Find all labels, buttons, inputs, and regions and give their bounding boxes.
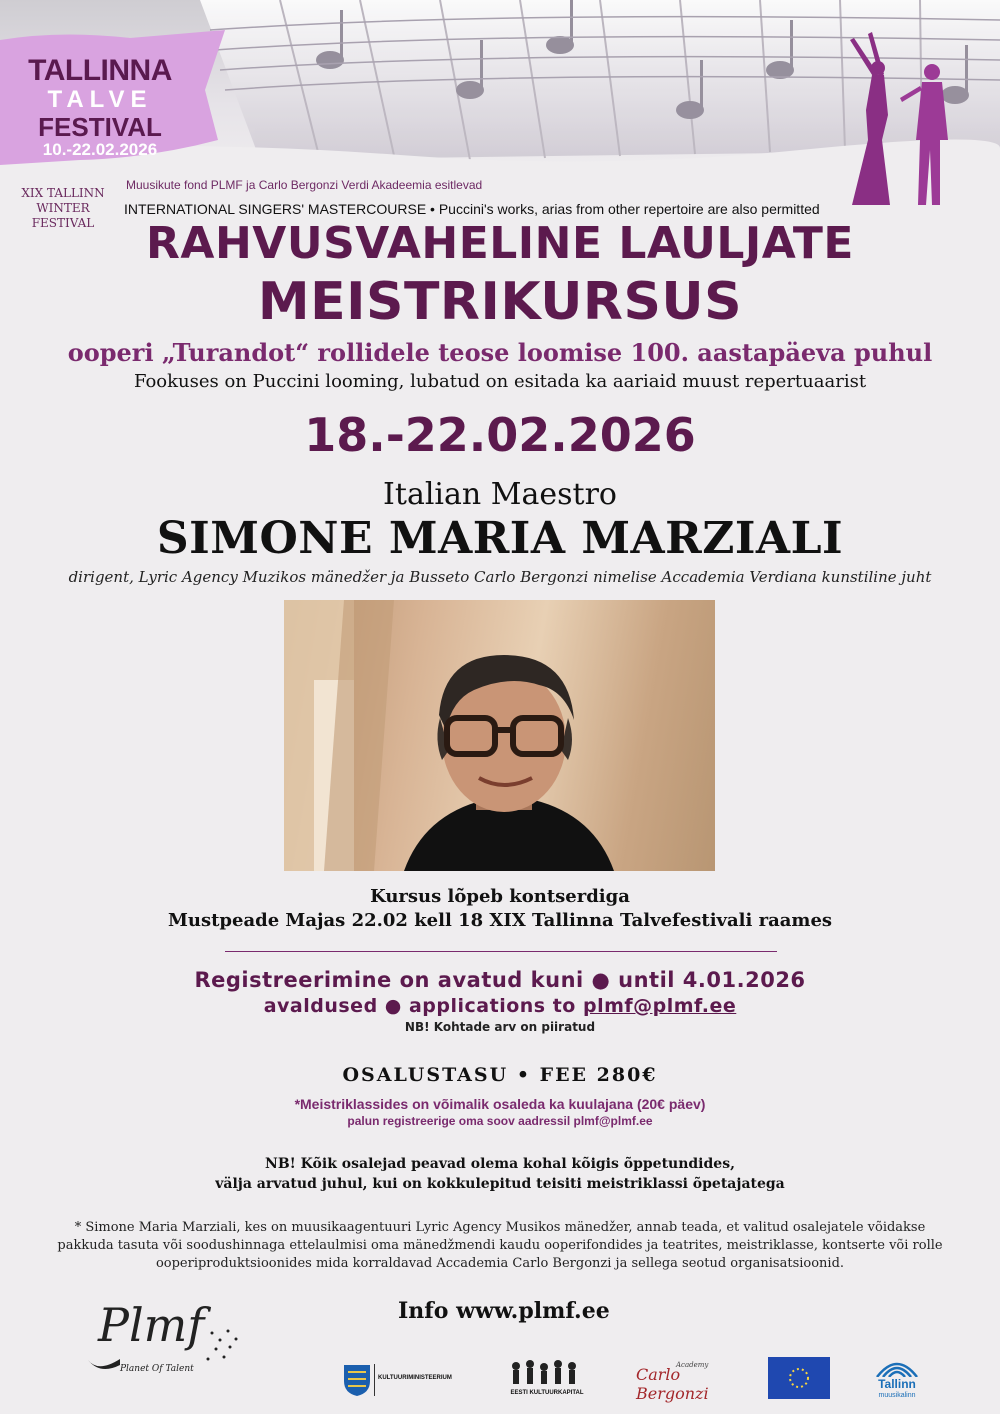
eu-flag-logo: [768, 1357, 830, 1399]
kultuuriministeerium-label: KULTUURIMINISTEERIUM: [378, 1375, 452, 1381]
festival-title-line3: FESTIVAL: [38, 112, 162, 142]
turandot-subtitle: ooperi „Turandot“ rollidele teose loomise 100. aastapäeva puhul: [67, 338, 933, 367]
listener-note-line2: palun registreerige oma soov aadressil plmf@plmf.ee: [347, 1114, 653, 1128]
festival-badge: [0, 30, 225, 165]
maestro-label: Italian Maestro: [383, 477, 617, 512]
attendance-note-line2: välja arvatud juhul, kui on kokkulepitud teisiti meistriklassi õpetajatega: [215, 1176, 785, 1192]
focus-line: Fookuses on Puccini looming, lubatud on esitada ka aariaid muust repertuaarist: [133, 371, 867, 392]
concert-line1: Kursus lõpeb kontserdiga: [370, 886, 630, 907]
international-mastercourse-line: INTERNATIONAL SINGERS' MASTERCOURSE • Puccini's works, arias from other repertoire are also permitted: [124, 201, 820, 217]
festival-title-line2: TALVE: [47, 86, 153, 113]
kulka-logo: [508, 1358, 588, 1403]
concert-line2: Mustpeade Majas 22.02 kell 18 XIX Tallinna Talvefestivali raames: [167, 910, 833, 931]
maestro-name: SIMONE MARIA MARZIALI: [156, 513, 844, 564]
singers-silhouette: [840, 30, 970, 210]
sponsor-logos: [0, 1355, 1000, 1405]
section-divider: [225, 951, 777, 952]
kulka-figures-icon: [508, 1358, 584, 1388]
kultuuriministeerium-logo: [342, 1360, 462, 1400]
estonian-coat-of-arms-icon: [342, 1363, 372, 1397]
plmf-logo-subtitle: Planet Of Talent: [120, 1364, 194, 1374]
attendance-note-line1: NB! Kõik osalejad peavad olema kohal kõigis õppetundides,: [265, 1156, 735, 1172]
email-link[interactable]: plmf@plmf.ee: [582, 995, 737, 1017]
tallinn-logo: [872, 1355, 922, 1403]
presenters-line: Muusikute fond PLMF ja Carlo Bergonzi Verdi Akadeemia esitlevad: [126, 178, 483, 192]
eu-stars-icon: [768, 1357, 830, 1399]
plmf-logo-text: Plmf: [98, 1298, 205, 1352]
tallinn-arches-icon: [872, 1355, 922, 1377]
applications-prefix: avaldused ● applications to: [263, 995, 583, 1017]
festival-dates: 10.-22.02.2026: [42, 140, 158, 159]
maestro-portrait: [284, 600, 715, 871]
portrait-illustration: [284, 600, 715, 871]
main-title-line2: MEISTRIKURSUS: [257, 272, 743, 332]
maestro-description: dirigent, Lyric Agency Muzikos mänedžer ja Busseto Carlo Bergonzi nimelise Accademia Verdiana kunstiline juht: [68, 568, 932, 586]
participation-fee: OSALUSTASU • FEE 280€: [342, 1064, 658, 1086]
festival-side-note: XIX TALLINN WINTER FESTIVAL: [21, 186, 105, 230]
event-dates: 18.-22.02.2026: [304, 408, 696, 462]
limited-places-note: NB! Kohtade arv on piiratud: [404, 1020, 596, 1034]
footnote: * Simone Maria Marziali, kes on muusikaagentuuri Lyric Agency Musikos mänedžer, annab teada, et valitud osalejatele võidakse pakkuda tasuta või soodushinnaga ettelaulmisi oma mänedžmendi kaudu ooperifondides ja teatrites, meistriklasse, kontserte või rolle ooperiproduktsioonides mida korraldavad Accademia Carlo Bergonzi ja sellega seotud organisatsioonid.: [57, 1220, 943, 1271]
kulka-label: EESTI KULTUURKAPITAL: [510, 1390, 584, 1396]
festival-title-line1: TALLINNA: [28, 54, 172, 87]
info-website[interactable]: Info www.plmf.ee: [398, 1298, 610, 1324]
tallinn-label: Tallinn: [878, 1377, 916, 1391]
tallinn-sublabel: muusikalinn: [878, 1392, 916, 1399]
registration-applications: [0, 995, 1000, 1017]
listener-note-line1: *Meistriklassides on võimalik osaleda ka kuulajana (20€ päev): [294, 1096, 706, 1112]
registration-deadline: Registreerimine on avatud kuni ● until 4.01.2026: [194, 968, 806, 992]
bergonzi-label: Carlo Bergonzi: [636, 1365, 709, 1403]
bergonzi-logo: [636, 1361, 721, 1401]
bergonzi-sublabel: Academy: [676, 1361, 709, 1369]
main-title-line1: RAHVUSVAHELINE LAULJATE: [146, 218, 854, 269]
